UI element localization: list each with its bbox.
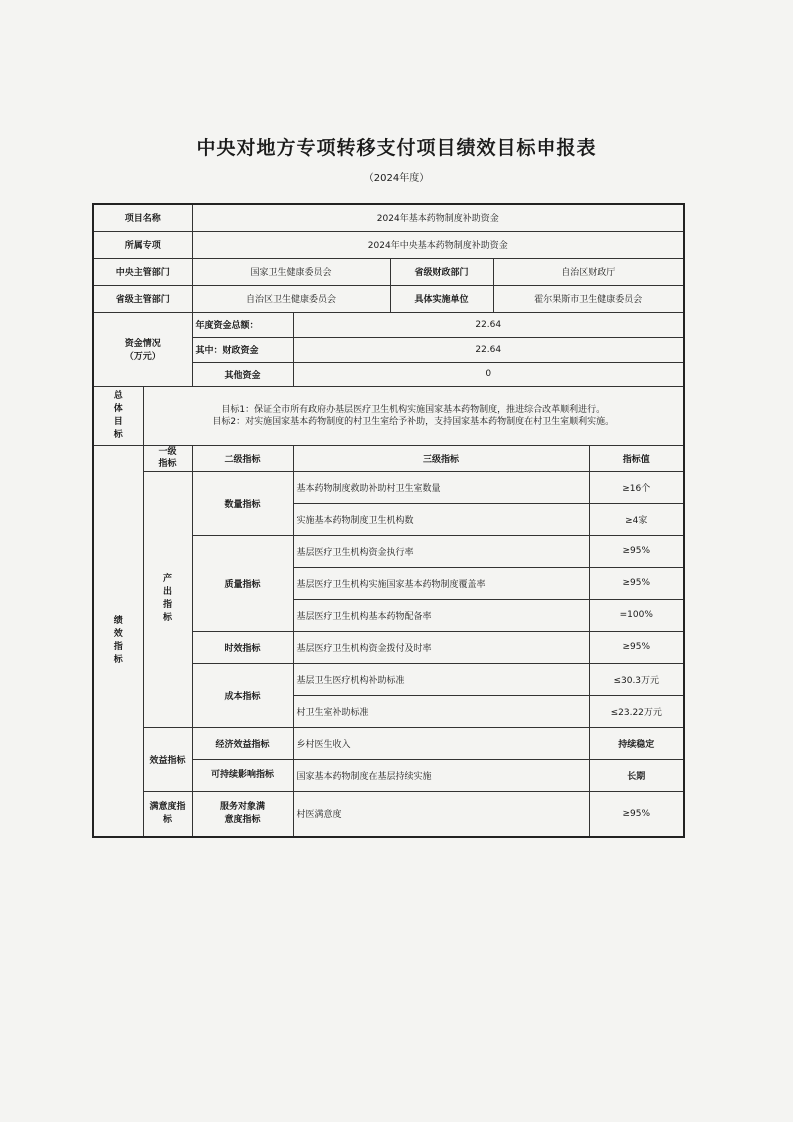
indicator-value: ≥16个	[589, 471, 684, 503]
indicator-name: 实施基本药物制度卫生机构数	[293, 503, 589, 535]
indicator-value: ≥95%	[589, 535, 684, 567]
central-dept-value: 国家卫生健康委员会	[192, 258, 390, 285]
indicator-row	[93, 791, 684, 837]
funds-label-line2: （万元）	[124, 352, 161, 362]
goal-1: 目标1：保证全市所有政府办基层医疗卫生机构实施国家基本药物制度，推进综合改革顺利进行。	[221, 404, 606, 415]
indicator-value: ≥95%	[589, 567, 684, 599]
project-name-label: 项目名称	[93, 204, 192, 231]
form-title: 中央对地方专项转移支付项目绩效目标申报表	[196, 137, 597, 159]
funds-fiscal-value: 22.64	[293, 337, 684, 362]
indicator-value: ≥95%	[589, 631, 684, 663]
prov-finance-value: 自治区财政厅	[493, 258, 684, 285]
indicator-value: ≤30.3万元	[589, 663, 684, 695]
header-level1: 一级指标	[143, 445, 192, 471]
row-funds-total	[93, 312, 684, 337]
indicator-name: 基层医疗卫生机构资金执行率	[293, 535, 589, 567]
indicator-value: ≥4家	[589, 503, 684, 535]
indicator-value: 持续稳定	[589, 727, 684, 759]
indicators-section-label: 绩效指标	[93, 445, 143, 837]
row-units	[93, 285, 684, 312]
funds-other-value: 0	[293, 362, 684, 386]
indicator-name: 基层卫生医疗机构补助标准	[293, 663, 589, 695]
funds-fiscal-label: 其中：财政资金	[192, 337, 293, 362]
indicator-row	[93, 471, 684, 503]
prov-finance-label: 省级财政部门	[390, 258, 493, 285]
indicator-name: 国家基本药物制度在基层持续实施	[293, 759, 589, 791]
prov-dept-value: 自治区卫生健康委员会	[192, 285, 390, 312]
indicator-name: 基层医疗卫生机构基本药物配备率	[293, 599, 589, 631]
row-project-name	[93, 204, 684, 231]
indicator-header-row	[93, 445, 684, 471]
central-dept-label: 中央主管部门	[93, 258, 192, 285]
header-level2: 二级指标	[192, 445, 293, 471]
indicator-name: 村卫生室补助标准	[293, 695, 589, 727]
header-value: 指标值	[589, 445, 684, 471]
project-name-value: 2024年基本药物制度补助资金	[192, 204, 684, 231]
output-indicator-label: 产出指标	[143, 471, 192, 727]
header-level3: 三级指标	[293, 445, 589, 471]
indicator-name: 基层医疗卫生机构资金拨付及时率	[293, 631, 589, 663]
sustain-indicator-label: 可持续影响指标	[192, 759, 293, 791]
funds-label	[93, 312, 192, 386]
funds-other-label: 其他资金	[192, 362, 293, 386]
row-goals	[93, 386, 684, 445]
indicator-value: 长期	[589, 759, 684, 791]
form-year: （2024年度）	[363, 173, 430, 184]
service-indicator-label: 服务对象满意度指标	[192, 791, 293, 837]
impl-unit-label: 具体实施单位	[390, 285, 493, 312]
row-departments	[93, 258, 684, 285]
performance-goal-table	[92, 203, 685, 838]
indicator-value: ≥95%	[589, 791, 684, 837]
quality-indicator-label: 质量指标	[192, 535, 293, 631]
indicator-value: ≤23.22万元	[589, 695, 684, 727]
impl-unit-value: 霍尔果斯市卫生健康委员会	[493, 285, 684, 312]
benefit-indicator-label: 效益指标	[143, 727, 192, 791]
indicator-name: 村医满意度	[293, 791, 589, 837]
economic-indicator-label: 经济效益指标	[192, 727, 293, 759]
funds-total-label: 年度资金总额：	[192, 312, 293, 337]
indicator-name: 基本药物制度救助补助村卫生室数量	[293, 471, 589, 503]
row-special	[93, 231, 684, 258]
indicator-value: =100%	[589, 599, 684, 631]
prov-dept-label: 省级主管部门	[93, 285, 192, 312]
timeliness-indicator-label: 时效指标	[192, 631, 293, 663]
indicator-row	[93, 727, 684, 759]
funds-label-line1: 资金情况	[124, 339, 161, 349]
indicator-name: 乡村医生收入	[293, 727, 589, 759]
special-label: 所属专项	[93, 231, 192, 258]
goals-label: 总体目标	[93, 386, 143, 445]
special-value: 2024年中央基本药物制度补助资金	[192, 231, 684, 258]
goals-text	[143, 386, 684, 445]
satisfaction-indicator-label: 满意度指标	[143, 791, 192, 837]
funds-total-value: 22.64	[293, 312, 684, 337]
cost-indicator-label: 成本指标	[192, 663, 293, 727]
quantity-indicator-label: 数量指标	[192, 471, 293, 535]
indicator-name: 基层医疗卫生机构实施国家基本药物制度覆盖率	[293, 567, 589, 599]
goal-2: 目标2：对实施国家基本药物制度的村卫生室给予补助，支持国家基本药物制度在村卫生室顺利实施。	[212, 416, 615, 427]
